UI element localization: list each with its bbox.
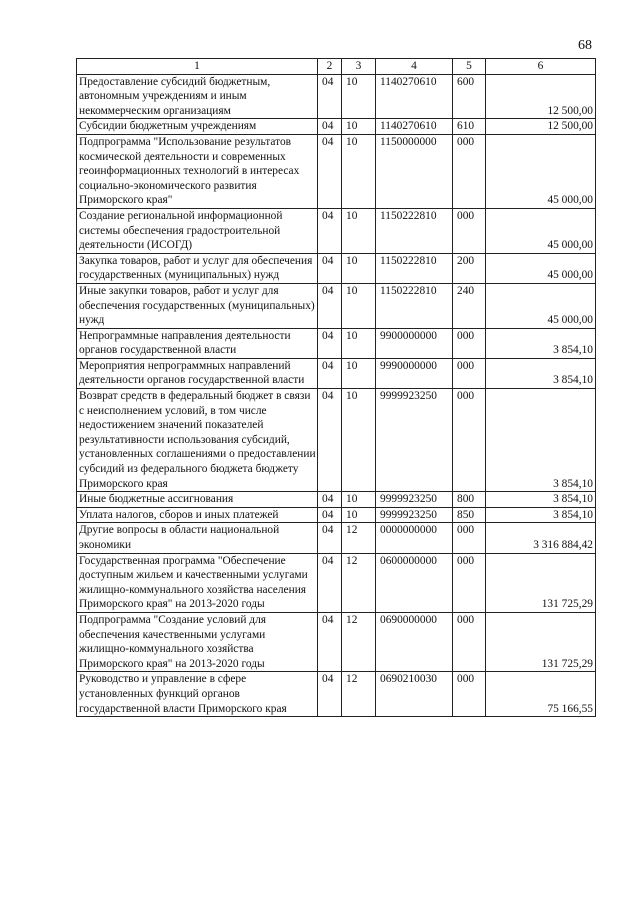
row-name-cell: Подпрограмма "Создание условий для обеспечения качественными услугами жилищно-коммунального хозяйства Приморского края" на 2013-2020 годы [77,612,318,671]
section-code-cell: 04 [318,612,342,671]
expense-type-cell: 850 [453,507,486,523]
page-number: 68 [578,38,592,53]
table-row [77,134,596,208]
table-row [77,208,596,253]
table-row [77,119,596,135]
section-code-cell: 04 [318,208,342,253]
row-name-cell: Иные бюджетные ассигнования [77,492,318,508]
target-article-cell: 9999923250 [376,389,453,492]
expense-type-cell: 000 [453,523,486,553]
amount-cell: 3 854,10 [486,492,596,508]
column-header: 5 [453,59,486,75]
section-code-cell: 04 [318,283,342,328]
section-code-cell: 04 [318,358,342,388]
section-code-cell: 04 [318,553,342,612]
table-row [77,389,596,492]
table-row [77,612,596,671]
expense-type-cell: 800 [453,492,486,508]
section-code-cell: 04 [318,328,342,358]
target-article-cell: 1150222810 [376,208,453,253]
column-header: 6 [486,59,596,75]
target-article-cell: 9990000000 [376,358,453,388]
row-name-cell: Уплата налогов, сборов и иных платежей [77,507,318,523]
table-row [77,523,596,553]
table-row [77,492,596,508]
amount-cell: 45 000,00 [486,253,596,283]
target-article-cell: 1150000000 [376,134,453,208]
expense-type-cell: 000 [453,358,486,388]
table-row [77,253,596,283]
column-header: 3 [342,59,376,75]
expense-type-cell: 610 [453,119,486,135]
subsection-code-cell: 12 [342,612,376,671]
row-name-cell: Субсидии бюджетным учреждениям [77,119,318,135]
expense-type-cell: 000 [453,672,486,717]
row-name-cell: Закупка товаров, работ и услуг для обеспечения государственных (муниципальных) нужд [77,253,318,283]
table-row [77,283,596,328]
expense-type-cell: 200 [453,253,486,283]
table-row [77,672,596,717]
target-article-cell: 1150222810 [376,283,453,328]
amount-cell: 131 725,29 [486,612,596,671]
subsection-code-cell: 12 [342,523,376,553]
row-name-cell: Другие вопросы в области национальной экономики [77,523,318,553]
amount-cell: 3 316 884,42 [486,523,596,553]
subsection-code-cell: 12 [342,553,376,612]
budget-table [76,58,596,717]
target-article-cell: 1140270610 [376,119,453,135]
expense-type-cell: 240 [453,283,486,328]
amount-cell: 75 166,55 [486,672,596,717]
expense-type-cell: 000 [453,612,486,671]
subsection-code-cell: 10 [342,119,376,135]
amount-cell: 3 854,10 [486,507,596,523]
expense-type-cell: 000 [453,134,486,208]
subsection-code-cell: 10 [342,74,376,119]
row-name-cell: Возврат средств в федеральный бюджет в связи с неисполнением условий, в том числе недостижением значений показателей результативности использования субсидий, установленных соглашениями о предоставлении субсидий из федерального бюджета бюджету Приморского края [77,389,318,492]
section-code-cell: 04 [318,134,342,208]
amount-cell: 3 854,10 [486,358,596,388]
expense-type-cell: 000 [453,389,486,492]
section-code-cell: 04 [318,74,342,119]
table-header-row [77,59,596,75]
subsection-code-cell: 10 [342,492,376,508]
subsection-code-cell: 10 [342,389,376,492]
table-row [77,507,596,523]
amount-cell: 3 854,10 [486,328,596,358]
subsection-code-cell: 10 [342,283,376,328]
column-header: 4 [376,59,453,75]
subsection-code-cell: 10 [342,507,376,523]
target-article-cell: 9999923250 [376,492,453,508]
section-code-cell: 04 [318,492,342,508]
row-name-cell: Мероприятия непрограммных направлений деятельности органов государственной власти [77,358,318,388]
target-article-cell: 0000000000 [376,523,453,553]
table-row [77,553,596,612]
table-row [77,358,596,388]
expense-type-cell: 600 [453,74,486,119]
target-article-cell: 0690210030 [376,672,453,717]
subsection-code-cell: 12 [342,672,376,717]
amount-cell: 45 000,00 [486,134,596,208]
target-article-cell: 9999923250 [376,507,453,523]
target-article-cell: 1140270610 [376,74,453,119]
amount-cell: 12 500,00 [486,74,596,119]
expense-type-cell: 000 [453,328,486,358]
row-name-cell: Руководство и управление в сфере установленных функций органов государственной власти Приморского края [77,672,318,717]
target-article-cell: 9900000000 [376,328,453,358]
section-code-cell: 04 [318,253,342,283]
row-name-cell: Непрограммные направления деятельности органов государственной власти [77,328,318,358]
section-code-cell: 04 [318,389,342,492]
section-code-cell: 04 [318,672,342,717]
subsection-code-cell: 10 [342,328,376,358]
subsection-code-cell: 10 [342,253,376,283]
amount-cell: 45 000,00 [486,283,596,328]
section-code-cell: 04 [318,523,342,553]
section-code-cell: 04 [318,507,342,523]
target-article-cell: 0690000000 [376,612,453,671]
table-row [77,328,596,358]
amount-cell: 45 000,00 [486,208,596,253]
target-article-cell: 0600000000 [376,553,453,612]
subsection-code-cell: 10 [342,208,376,253]
table-row [77,74,596,119]
amount-cell: 3 854,10 [486,389,596,492]
column-header: 2 [318,59,342,75]
section-code-cell: 04 [318,119,342,135]
subsection-code-cell: 10 [342,358,376,388]
subsection-code-cell: 10 [342,134,376,208]
row-name-cell: Создание региональной информационной системы обеспечения градостроительной деятельности (ИСОГД) [77,208,318,253]
row-name-cell: Государственная программа "Обеспечение доступным жильем и качественными услугами жилищно-коммунального хозяйства населения Приморского края" на 2013-2020 годы [77,553,318,612]
row-name-cell: Предоставление субсидий бюджетным, автономным учреждениям и иным некоммерческим организациям [77,74,318,119]
expense-type-cell: 000 [453,208,486,253]
column-header: 1 [77,59,318,75]
amount-cell: 131 725,29 [486,553,596,612]
row-name-cell: Подпрограмма "Использование результатов космической деятельности и современных геоинформационных технологий в интересах социально-экономического развития Приморского края" [77,134,318,208]
amount-cell: 12 500,00 [486,119,596,135]
target-article-cell: 1150222810 [376,253,453,283]
expense-type-cell: 000 [453,553,486,612]
row-name-cell: Иные закупки товаров, работ и услуг для обеспечения государственных (муниципальных) нужд [77,283,318,328]
